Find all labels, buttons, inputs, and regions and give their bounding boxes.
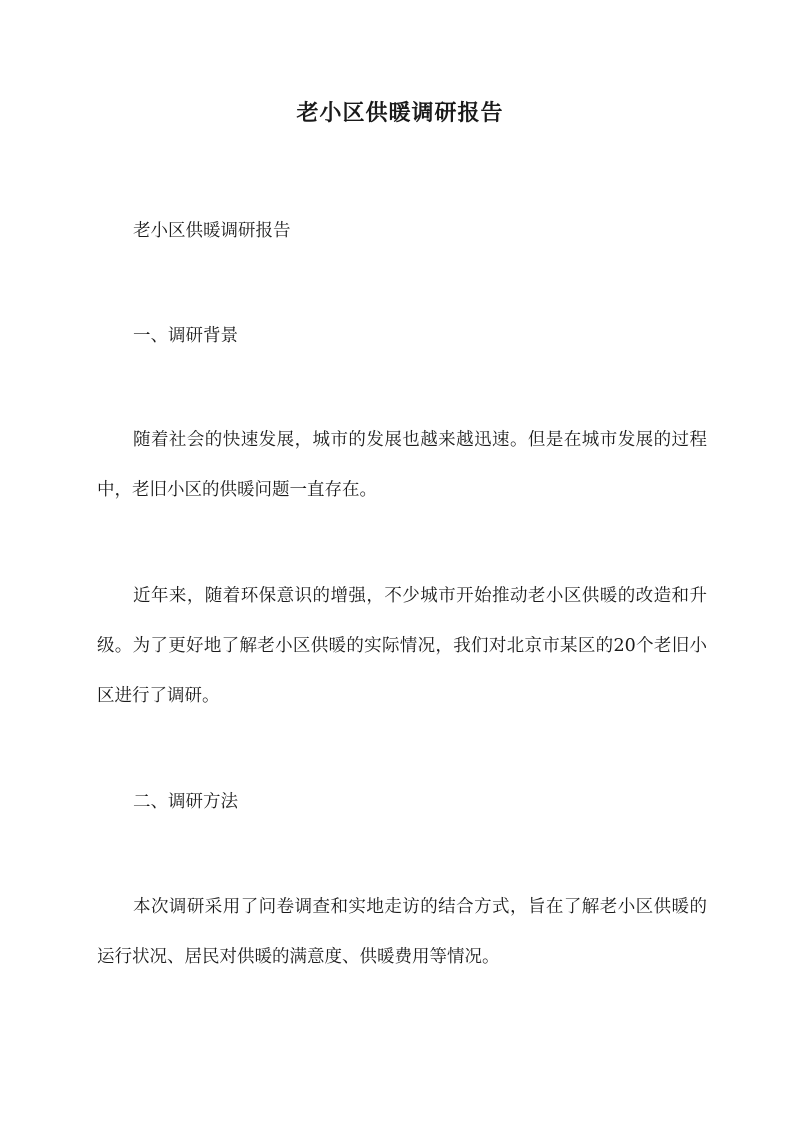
paragraph-method-1: 本次调研采用了问卷调查和实地走访的结合方式，旨在了解老小区供暖的运行状况、居民对供暖的满意度、供暖费用等情况。 xyxy=(97,897,707,967)
section-heading-method: 二、调研方法 xyxy=(133,792,238,812)
document-title: 老小区供暖调研报告 xyxy=(296,100,504,126)
report-subtitle: 老小区供暖调研报告 xyxy=(133,221,291,241)
paragraph-background-2: 近年来，随着环保意识的增强，不少城市开始推动老小区供暖的改造和升级。为了更好地了解老小区供暖的实际情况，我们对北京市某区的20个老旧小区进行了调研。 xyxy=(97,586,707,706)
paragraph-background-1: 随着社会的快速发展，城市的发展也越来越迅速。但是在城市发展的过程中，老旧小区的供暖问题一直存在。 xyxy=(97,430,707,500)
section-heading-background: 一、调研背景 xyxy=(133,326,238,346)
